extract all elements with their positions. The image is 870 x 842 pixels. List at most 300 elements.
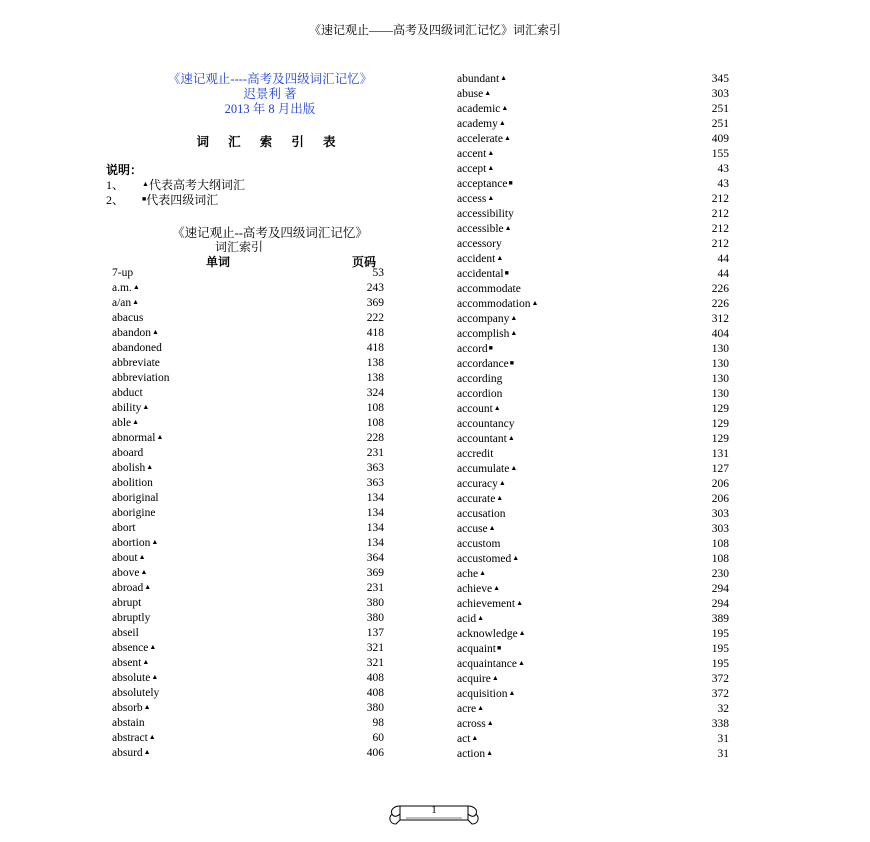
index-entry	[112, 551, 384, 566]
entry-page: 43	[717, 163, 729, 175]
right-index-list	[457, 72, 729, 762]
entry-page: 206	[711, 478, 729, 490]
entry-page: 303	[711, 508, 729, 520]
triangle-marker-icon: ▲	[518, 659, 525, 667]
triangle-marker-icon: ▲	[486, 719, 494, 727]
index-entry	[112, 296, 384, 311]
entry-word: account	[457, 403, 493, 415]
entry-word: absent	[112, 657, 142, 669]
entry-word: accordance	[457, 358, 509, 370]
triangle-marker-icon: ▲	[138, 553, 146, 561]
entry-page: 31	[717, 748, 729, 760]
triangle-marker-icon: ▲	[144, 583, 152, 591]
index-entry	[457, 132, 729, 147]
triangle-marker-icon: ▲	[486, 749, 494, 757]
triangle-marker-icon: ▲	[510, 314, 518, 322]
entry-page: 155	[711, 148, 729, 160]
entry-word: act	[457, 733, 471, 745]
index-entry	[457, 237, 729, 252]
index-entry	[457, 687, 729, 702]
triangle-marker-icon: ▲	[477, 704, 485, 712]
triangle-marker-icon: ▲	[493, 584, 501, 592]
entry-word: accurate	[457, 493, 496, 505]
publication-info	[110, 72, 430, 117]
entry-word: achieve	[457, 583, 493, 595]
entry-word: absolute	[112, 672, 151, 684]
author: 迟景利 著	[243, 87, 297, 101]
triangle-marker-icon: ▲	[146, 463, 154, 471]
index-entry	[112, 506, 384, 521]
index-entry	[112, 401, 384, 416]
triangle-marker-icon: ▲	[501, 104, 509, 112]
entry-page: 303	[711, 523, 729, 535]
publish-date: 2013 年 8 月出版	[224, 102, 316, 116]
index-entry	[457, 627, 729, 642]
triangle-marker-icon: ▲	[132, 283, 140, 291]
entry-word: accuracy	[457, 478, 498, 490]
index-entry	[112, 461, 384, 476]
entry-word: academic	[457, 103, 501, 115]
index-subtitle: 《速记观止--高考及四级词汇记忆》	[172, 226, 368, 240]
triangle-marker-icon: ▲	[149, 643, 157, 651]
index-entry	[112, 596, 384, 611]
square-marker-icon: ■	[488, 344, 493, 352]
index-entry	[112, 386, 384, 401]
triangle-marker-icon: ▲	[148, 733, 156, 741]
entry-word: academy	[457, 118, 498, 130]
entry-word: ability	[112, 402, 142, 414]
triangle-marker-icon: ▲	[151, 538, 159, 546]
entry-page: 53	[372, 267, 384, 279]
index-entry	[457, 747, 729, 762]
entry-word: abolish	[112, 462, 146, 474]
entry-word: according	[457, 373, 503, 385]
index-entry	[457, 702, 729, 717]
entry-word: aborigine	[112, 507, 156, 519]
entry-page: 130	[711, 343, 729, 355]
entry-word: abseil	[112, 627, 139, 639]
index-entry	[112, 266, 384, 281]
triangle-marker-icon: ▲	[508, 689, 516, 697]
entry-word: abbreviation	[112, 372, 170, 384]
entry-page: 380	[366, 612, 384, 624]
entry-page: 108	[711, 538, 729, 550]
square-marker-icon: ■	[504, 269, 509, 277]
entry-word: accessible	[457, 223, 504, 235]
triangle-marker-icon: ▲	[507, 434, 515, 442]
entry-page: 409	[711, 133, 729, 145]
triangle-marker-icon: ▲	[156, 433, 164, 441]
entry-page: 380	[366, 702, 384, 714]
entry-word: abuse	[457, 88, 484, 100]
index-subtitle-2: 词汇索引	[215, 240, 264, 254]
triangle-marker-icon: ▲	[484, 89, 492, 97]
entry-word: acre	[457, 703, 477, 715]
entry-word: a/an	[112, 297, 132, 309]
triangle-marker-icon: ▲	[512, 554, 520, 562]
entry-word: 7-up	[112, 267, 134, 279]
entry-page: 226	[711, 298, 729, 310]
entry-page: 129	[711, 403, 729, 415]
entry-page: 418	[366, 327, 384, 339]
entry-page: 369	[366, 567, 384, 579]
entry-page: 338	[711, 718, 729, 730]
index-entry	[112, 716, 384, 731]
entry-page: 222	[366, 312, 384, 324]
entry-page: 108	[366, 417, 384, 429]
entry-page: 408	[366, 672, 384, 684]
entry-word: accelerate	[457, 133, 503, 145]
triangle-marker-icon: ▲	[142, 180, 149, 188]
index-entry	[112, 416, 384, 431]
entry-word: action	[457, 748, 486, 760]
square-marker-icon: ■	[509, 359, 514, 367]
index-entry	[457, 417, 729, 432]
triangle-marker-icon: ▲	[140, 568, 148, 576]
index-entry	[457, 147, 729, 162]
entry-word: accidental	[457, 268, 504, 280]
index-entry	[457, 177, 729, 192]
entry-word: accident	[457, 253, 496, 265]
entry-word: abstract	[112, 732, 148, 744]
index-entry	[112, 581, 384, 596]
entry-word: abundant	[457, 73, 500, 85]
entry-page: 251	[711, 118, 729, 130]
entry-page: 130	[711, 373, 729, 385]
entry-page: 129	[711, 418, 729, 430]
entry-word: abrupt	[112, 597, 142, 609]
entry-page: 206	[711, 493, 729, 505]
triangle-marker-icon: ▲	[493, 404, 501, 412]
note-2-prefix: 2、	[106, 193, 125, 207]
entry-page: 363	[366, 477, 384, 489]
entry-page: 321	[366, 657, 384, 669]
entry-word: abandoned	[112, 342, 162, 354]
entry-word: aboard	[112, 447, 144, 459]
index-entry	[112, 701, 384, 716]
entry-word: accountant	[457, 433, 507, 445]
index-entry	[112, 626, 384, 641]
index-entry	[112, 371, 384, 386]
index-entry	[457, 612, 729, 627]
index-entry	[112, 446, 384, 461]
triangle-marker-icon: ▲	[487, 194, 495, 202]
index-entry	[457, 732, 729, 747]
index-entry	[457, 507, 729, 522]
entry-word: abortion	[112, 537, 151, 549]
triangle-marker-icon: ▲	[142, 658, 150, 666]
entry-word: accept	[457, 163, 487, 175]
entry-word: a.m.	[112, 282, 132, 294]
entry-word: able	[112, 417, 132, 429]
entry-page: 303	[711, 88, 729, 100]
index-entry	[457, 192, 729, 207]
entry-page: 130	[711, 358, 729, 370]
entry-word: accredit	[457, 448, 494, 460]
index-entry	[457, 312, 729, 327]
entry-word: accumulate	[457, 463, 510, 475]
entry-word: acquaint	[457, 643, 496, 655]
entry-page: 212	[711, 238, 729, 250]
entry-page: 380	[366, 597, 384, 609]
triangle-marker-icon: ▲	[510, 329, 518, 337]
entry-word: acid	[457, 613, 477, 625]
entry-word: accessory	[457, 238, 502, 250]
book-title: 《速记观止----高考及四级词汇记忆》	[167, 72, 373, 86]
note-1-prefix: 1、	[106, 178, 125, 192]
entry-page: 243	[366, 282, 384, 294]
index-entry	[112, 521, 384, 536]
index-entry	[457, 432, 729, 447]
entry-page: 364	[366, 552, 384, 564]
triangle-marker-icon: ▲	[132, 298, 140, 306]
entry-word: accent	[457, 148, 487, 160]
entry-page: 134	[366, 507, 384, 519]
entry-word: accord	[457, 343, 488, 355]
entry-word: accuse	[457, 523, 488, 535]
entry-word: accessibility	[457, 208, 514, 220]
entry-word: accommodate	[457, 283, 521, 295]
index-entry	[457, 102, 729, 117]
index-entry	[457, 552, 729, 567]
index-entry	[457, 522, 729, 537]
entry-page: 321	[366, 642, 384, 654]
index-entry	[457, 447, 729, 462]
entry-word: accustomed	[457, 553, 512, 565]
entry-page: 134	[366, 522, 384, 534]
entry-page: 389	[711, 613, 729, 625]
entry-page: 44	[717, 253, 729, 265]
entry-word: abandon	[112, 327, 151, 339]
entry-page: 134	[366, 492, 384, 504]
entry-word: acquire	[457, 673, 491, 685]
square-marker-icon: ■	[496, 644, 502, 652]
entry-page: 130	[711, 388, 729, 400]
index-entry	[112, 311, 384, 326]
entry-word: acknowledge	[457, 628, 518, 640]
entry-page: 312	[711, 313, 729, 325]
triangle-marker-icon: ▲	[500, 74, 508, 82]
table-title: 词 汇 索 引 表	[196, 135, 344, 149]
entry-page: 195	[711, 658, 729, 670]
entry-page: 363	[366, 462, 384, 474]
triangle-marker-icon: ▲	[143, 703, 151, 711]
index-entry	[457, 387, 729, 402]
entry-page: 60	[372, 732, 384, 744]
entry-word: accompany	[457, 313, 510, 325]
entry-page: 195	[711, 628, 729, 640]
entry-word: absorb	[112, 702, 143, 714]
index-entry	[457, 717, 729, 732]
triangle-marker-icon: ▲	[488, 524, 496, 532]
entry-word: abnormal	[112, 432, 156, 444]
index-entry	[457, 597, 729, 612]
entry-page: 324	[366, 387, 384, 399]
note-1-text: 代表高考大纲词汇	[148, 178, 245, 192]
index-entry	[457, 282, 729, 297]
index-entry	[457, 267, 729, 282]
index-entry	[112, 656, 384, 671]
square-marker-icon: ■	[508, 179, 513, 187]
index-entry	[457, 462, 729, 477]
triangle-marker-icon: ▲	[518, 629, 526, 637]
column-header-page: 页码	[352, 255, 377, 269]
entry-word: abroad	[112, 582, 144, 594]
index-entry	[457, 327, 729, 342]
entry-page: 44	[717, 268, 729, 280]
entry-page: 251	[711, 103, 729, 115]
column-header-word: 单词	[206, 255, 231, 269]
entry-page: 231	[366, 582, 384, 594]
index-entry	[112, 356, 384, 371]
entry-page: 129	[711, 433, 729, 445]
triangle-marker-icon: ▲	[151, 673, 159, 681]
index-entry	[457, 117, 729, 132]
entry-page: 138	[366, 357, 384, 369]
entry-word: acquisition	[457, 688, 508, 700]
index-entry	[112, 686, 384, 701]
index-entry	[457, 477, 729, 492]
index-entry	[457, 372, 729, 387]
entry-word: acceptance	[457, 178, 508, 190]
entry-word: accusation	[457, 508, 506, 520]
index-entry	[457, 492, 729, 507]
entry-word: accustom	[457, 538, 501, 550]
entry-word: abolition	[112, 477, 153, 489]
triangle-marker-icon: ▲	[142, 403, 150, 411]
left-index-list	[112, 266, 384, 761]
triangle-marker-icon: ▲	[132, 418, 140, 426]
page-number-banner	[386, 802, 482, 828]
index-entry	[457, 582, 729, 597]
index-entry	[457, 162, 729, 177]
triangle-marker-icon: ▲	[151, 328, 159, 336]
entry-page: 231	[366, 447, 384, 459]
index-entry	[112, 536, 384, 551]
notes	[106, 163, 245, 208]
entry-word: acquaintance	[457, 658, 518, 670]
triangle-marker-icon: ▲	[471, 734, 479, 742]
index-entry	[112, 431, 384, 446]
index-entry	[112, 746, 384, 761]
entry-word: abort	[112, 522, 136, 534]
entry-word: aboriginal	[112, 492, 159, 504]
index-entry	[457, 342, 729, 357]
entry-word: ache	[457, 568, 479, 580]
index-entry	[112, 341, 384, 356]
entry-page: 212	[711, 223, 729, 235]
entry-page: 372	[711, 673, 729, 685]
page-header: 《速记观止——高考及四级词汇记忆》词汇索引	[308, 23, 561, 37]
note-2	[106, 193, 245, 208]
entry-word: above	[112, 567, 140, 579]
entry-word: across	[457, 718, 486, 730]
entry-word: abstain	[112, 717, 145, 729]
entry-word: achievement	[457, 598, 516, 610]
index-entry	[457, 672, 729, 687]
entry-word: accordion	[457, 388, 503, 400]
index-entry	[457, 252, 729, 267]
index-entry	[457, 402, 729, 417]
index-entry	[457, 87, 729, 102]
index-entry	[457, 357, 729, 372]
entry-page: 230	[711, 568, 729, 580]
entry-word: absurd	[112, 747, 143, 759]
entry-page: 137	[366, 627, 384, 639]
entry-page: 372	[711, 688, 729, 700]
triangle-marker-icon: ▲	[479, 569, 487, 577]
triangle-marker-icon: ▲	[496, 494, 504, 502]
entry-word: access	[457, 193, 487, 205]
entry-page: 228	[366, 432, 384, 444]
entry-page: 138	[366, 372, 384, 384]
entry-page: 31	[717, 733, 729, 745]
index-entry	[112, 671, 384, 686]
index-entry	[457, 567, 729, 582]
index-entry	[457, 642, 729, 657]
square-marker-icon: ■	[142, 195, 147, 203]
entry-page: 212	[711, 208, 729, 220]
triangle-marker-icon: ▲	[487, 164, 495, 172]
triangle-marker-icon: ▲	[503, 134, 511, 142]
index-entry	[112, 281, 384, 296]
entry-word: accountancy	[457, 418, 515, 430]
entry-page: 131	[711, 448, 729, 460]
entry-page: 404	[711, 328, 729, 340]
index-entry	[457, 297, 729, 312]
entry-page: 212	[711, 193, 729, 205]
entry-word: accommodation	[457, 298, 531, 310]
entry-page: 134	[366, 537, 384, 549]
entry-word: abduct	[112, 387, 143, 399]
entry-word: absence	[112, 642, 149, 654]
entry-page: 294	[711, 598, 729, 610]
entry-page: 98	[372, 717, 384, 729]
entry-word: absolutely	[112, 687, 160, 699]
note-1	[106, 178, 245, 193]
entry-page: 127	[711, 463, 729, 475]
index-entry	[457, 207, 729, 222]
index-entry	[457, 537, 729, 552]
triangle-marker-icon: ▲	[516, 599, 524, 607]
entry-page: 406	[366, 747, 384, 759]
entry-word: abacus	[112, 312, 144, 324]
triangle-marker-icon: ▲	[510, 464, 518, 472]
page-number: 1	[431, 804, 437, 816]
triangle-marker-icon: ▲	[491, 674, 499, 682]
index-entry	[112, 326, 384, 341]
entry-word: accomplish	[457, 328, 510, 340]
triangle-marker-icon: ▲	[487, 149, 495, 157]
index-entry	[112, 611, 384, 626]
entry-page: 108	[711, 553, 729, 565]
index-entry	[112, 566, 384, 581]
index-entry	[457, 222, 729, 237]
triangle-marker-icon: ▲	[496, 254, 504, 262]
triangle-marker-icon: ▲	[504, 224, 512, 232]
index-entry	[112, 641, 384, 656]
entry-page: 43	[717, 178, 729, 190]
entry-page: 294	[711, 583, 729, 595]
entry-word: about	[112, 552, 138, 564]
entry-page: 369	[366, 297, 384, 309]
index-entry	[112, 731, 384, 746]
entry-page: 408	[366, 687, 384, 699]
entry-word: abbreviate	[112, 357, 160, 369]
entry-page: 108	[366, 402, 384, 414]
index-entry	[457, 72, 729, 87]
note-2-text: 代表四级词汇	[146, 193, 219, 207]
